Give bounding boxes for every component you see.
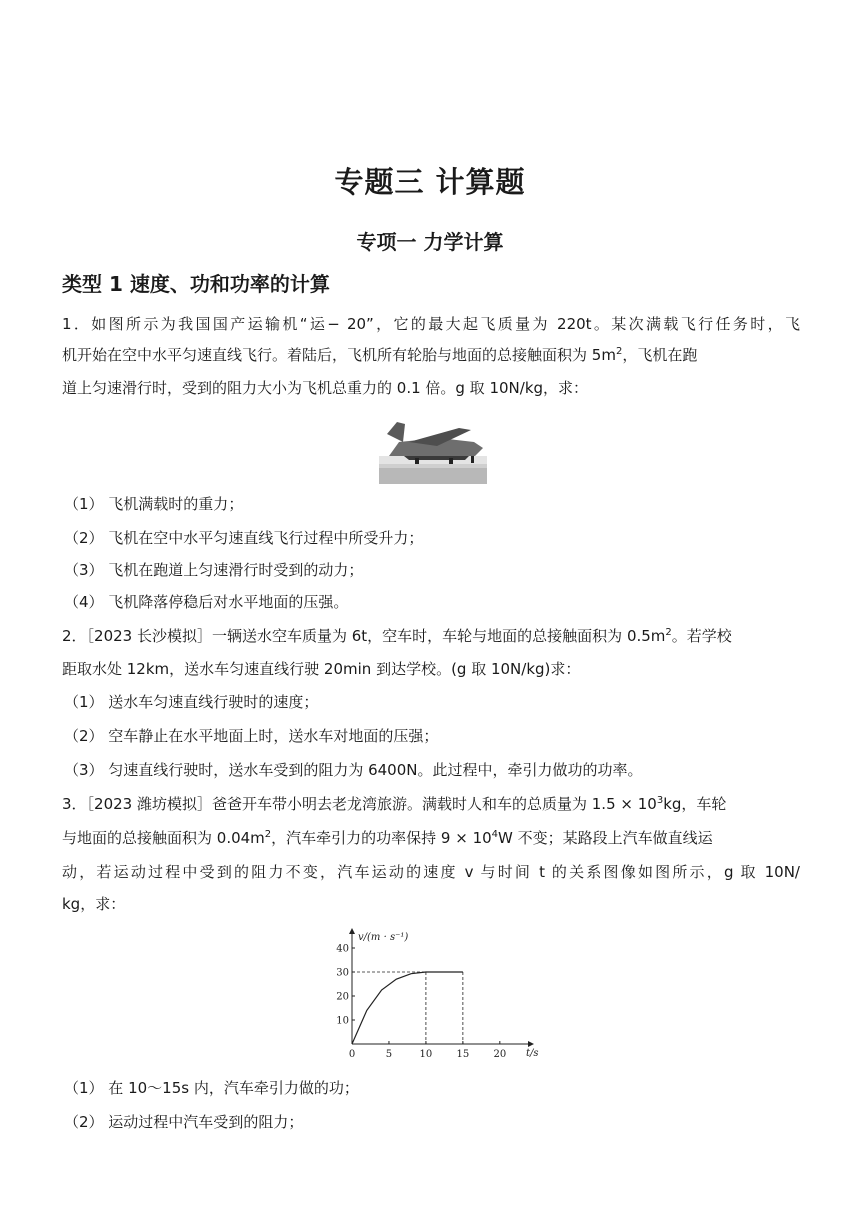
q2-line-1: 2．［2023 长沙模拟］一辆送水空车质量为 6t，空车时，车轮与地面的总接触面积为 $0.5m^2$。若学校: [62, 627, 732, 645]
x-axis-label: t/s: [526, 1048, 539, 1059]
q3-line-2-sup: 2: [264, 829, 272, 840]
q2-part-1: （1） 送水车匀速直线行驶时的速度；: [64, 693, 319, 711]
velocity-time-chart: [336, 926, 539, 1064]
q2-part-3: （3） 匀速直线行驶时，送水车受到的阻力为 6400N。此过程中，牵引力做功的功率。: [64, 761, 643, 779]
transport-plane-image: [379, 412, 487, 484]
x-tick-label: 20: [493, 1049, 507, 1060]
q3-part-2: （2） 运动过程中汽车受到的阻力；: [64, 1113, 304, 1131]
q1-part-2: （2） 飞机在空中水平匀速直线飞行过程中所受升力；: [64, 529, 424, 547]
q1-line-3: 道上匀速滑行时，受到的阻力大小为飞机总重力的 0.1 倍。g 取 10N/kg，求：: [62, 379, 589, 397]
q1-line-2: 机开始在空中水平匀速直线飞行。着陆后，飞机所有轮胎与地面的总接触面积为 $5m^2$，飞机在跑: [62, 346, 698, 364]
x-tick-label: 10: [419, 1049, 433, 1060]
series-line-0: [352, 972, 463, 1044]
q3-line-2-sup2: 4: [491, 829, 499, 840]
y-tick-label: 20: [336, 991, 349, 1003]
q1-line-1: 1．如图所示为我国国产运输机“运− 20”，它的最大起飞质量为 220t。某次满载飞行任务时，飞: [62, 315, 800, 333]
q3-part-1: （1） 在 10～15s 内，汽车牵引力做的功；: [64, 1079, 359, 1097]
q1-line-2-sup: 2: [615, 346, 623, 357]
y-tick-label: 40: [336, 943, 349, 955]
x-axis-arrow: [528, 1041, 534, 1047]
q3-line-4: kg，求：: [62, 895, 126, 913]
q1-part-3: （3） 飞机在跑道上匀速滑行时受到的动力；: [64, 561, 364, 579]
q3-line-1-sup: 3: [656, 795, 664, 806]
q3-line-3: 动，若运动过程中受到的阻力不变，汽车运动的速度 v 与时间 t 的关系图像如图所示，g 取 10N/: [62, 863, 800, 881]
sub-title: 专项一 力学计算: [356, 230, 504, 254]
y-tick-label: 10: [336, 1015, 349, 1027]
q2-line-1-sup: 2: [665, 627, 672, 638]
y-axis-label: v/(m · s⁻¹): [358, 932, 409, 943]
q1-part-1: （1） 飞机满载时的重力；: [64, 495, 244, 513]
y-tick-label: 30: [336, 967, 349, 979]
q1-part-4: （4） 飞机降落停稳后对水平地面的压强。: [64, 593, 349, 611]
x-tick-label: 5: [385, 1049, 393, 1060]
section-title: 类型 1 速度、功和功率的计算: [62, 272, 330, 296]
q2-part-2: （2） 空车静止在水平地面上时，送水车对地面的压强；: [64, 727, 439, 745]
y-axis-arrow: [349, 928, 355, 934]
main-title: 专题三 计算题: [334, 165, 526, 199]
x-tick-label: 15: [456, 1049, 470, 1060]
q3-line-1: 3．［2023 潍坊模拟］爸爸开车带小明去老龙湾旅游。满载时人和车的总质量为 $1.5 \times 10^3kg$，车轮: [62, 795, 727, 813]
q3-line-2: 与地面的总接触面积为 $0.04m^2$，汽车牵引力的功率保持 $9 \times 10^4W$ 不变；某路段上汽车做直线运: [62, 829, 713, 847]
x-tick-label: 0: [348, 1049, 356, 1060]
q2-line-2: 距取水处 12km，送水车匀速直线行驶 20min 到达学校。(g 取 10N/kg)求：: [62, 660, 581, 678]
